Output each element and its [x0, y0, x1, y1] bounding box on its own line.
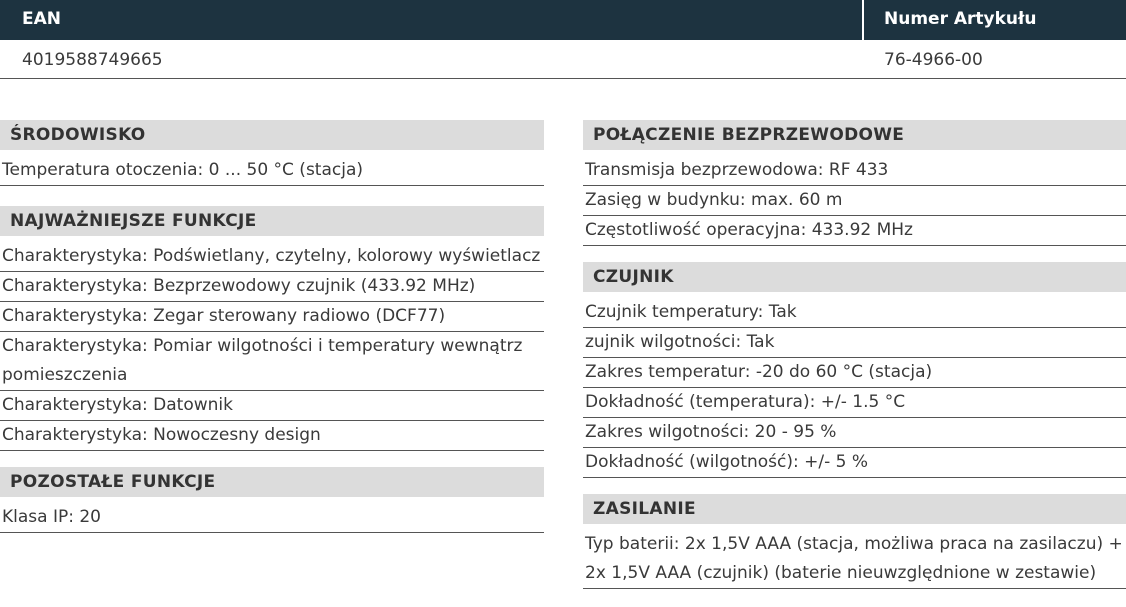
spec-item: Zakres temperatur: -20 do 60 °C (stacja)	[583, 358, 1126, 388]
spec-item: Charakterystyka: Datownik	[0, 391, 544, 421]
spec-item: zujnik wilgotności: Tak	[583, 328, 1126, 358]
header-divider	[862, 0, 864, 40]
spec-item: Charakterystyka: Zegar sterowany radiowo (DCF77)	[0, 302, 544, 332]
left-column	[0, 120, 544, 533]
article-number-header: Numer Artykułu	[884, 9, 1037, 29]
spec-item: Charakterystyka: Nowoczesny design	[0, 421, 544, 451]
spec-item: Zakres wilgotności: 20 - 95 %	[583, 418, 1126, 448]
spec-item: Typ baterii: 2x 1,5V AAA (stacja, możliwa praca na zasilaczu) + 2x 1,5V AAA (czujnik) (baterie nieuwzględnione w zestawie)	[583, 530, 1126, 589]
spec-item: Czujnik temperatury: Tak	[583, 298, 1126, 328]
spec-item: Dokładność (wilgotność): +/- 5 %	[583, 448, 1126, 478]
spec-item: Klasa IP: 20	[0, 503, 544, 533]
section-title-power: ZASILANIE	[583, 494, 1126, 524]
spec-item: Zasięg w budynku: max. 60 m	[583, 186, 1126, 216]
spec-item: Charakterystyka: Bezprzewodowy czujnik (433.92 MHz)	[0, 272, 544, 302]
section-title-sensor: CZUJNIK	[583, 262, 1126, 292]
spec-item: Transmisja bezprzewodowa: RF 433	[583, 156, 1126, 186]
section-title-other: POZOSTAŁE FUNKCJE	[0, 467, 544, 497]
spec-item: Dokładność (temperatura): +/- 1.5 °C	[583, 388, 1126, 418]
article-number-value: 76-4966-00	[884, 50, 983, 70]
section-title-environment: ŚRODOWISKO	[0, 120, 544, 150]
spec-item: Charakterystyka: Podświetlany, czytelny, kolorowy wyświetlacz	[0, 242, 544, 272]
spec-item: Częstotliwość operacyjna: 433.92 MHz	[583, 216, 1126, 246]
section-title-wireless: POŁĄCZENIE BEZPRZEWODOWE	[583, 120, 1126, 150]
divider	[0, 78, 1126, 79]
spec-item: Charakterystyka: Pomiar wilgotności i temperatury wewnątrz pomieszczenia	[0, 332, 544, 391]
spec-item: Temperatura otoczenia: 0 ... 50 °C (stacja)	[0, 156, 544, 186]
ean-header: EAN	[22, 9, 61, 29]
ean-value: 4019588749665	[22, 50, 163, 70]
section-title-features: NAJWAŻNIEJSZE FUNKCJE	[0, 206, 544, 236]
right-column	[583, 120, 1126, 589]
